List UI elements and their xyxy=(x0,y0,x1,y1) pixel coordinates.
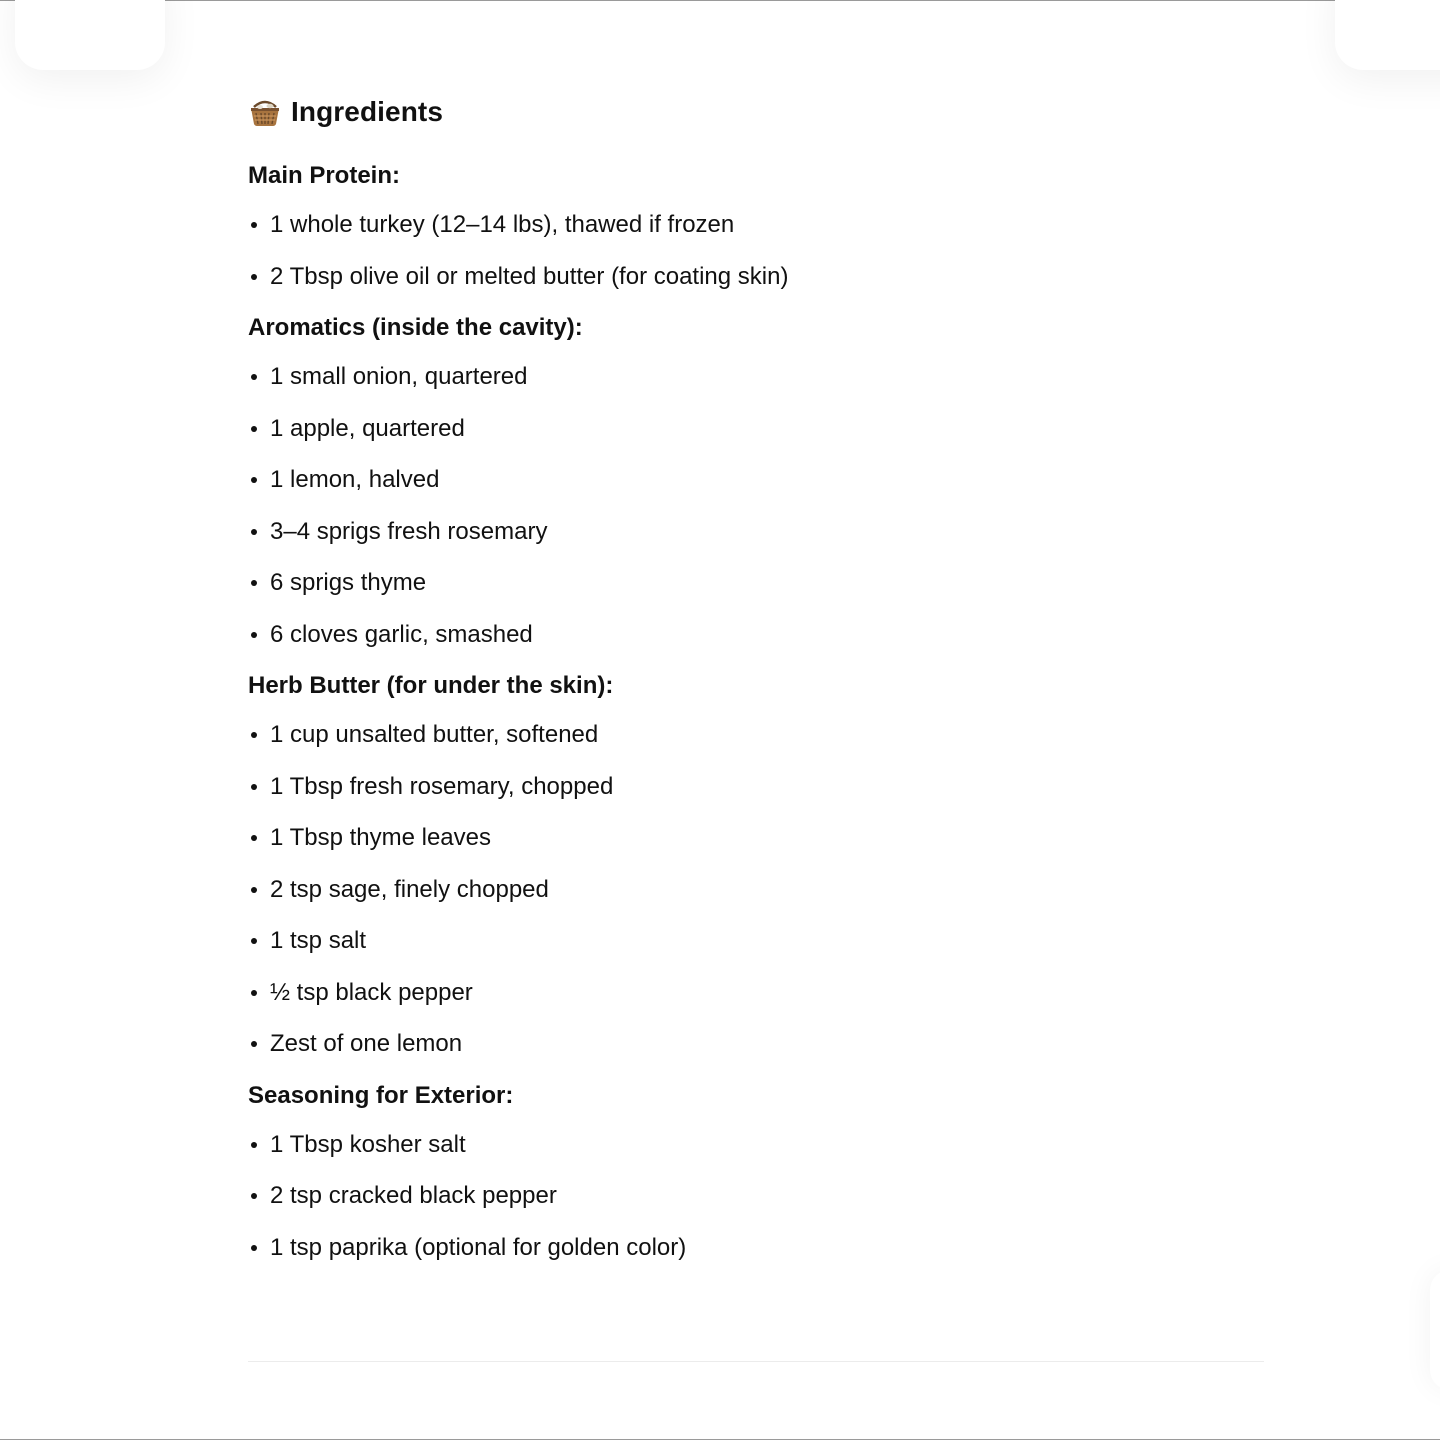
section-heading: Herb Butter (for under the skin): xyxy=(248,672,614,699)
list-item-text: 1 lemon, halved xyxy=(270,466,440,493)
ingredient-list xyxy=(248,210,1264,292)
list-item xyxy=(248,1029,1264,1059)
section-heading: Aromatics (inside the cavity): xyxy=(248,314,583,341)
list-item-text: 1 small onion, quartered xyxy=(270,363,528,390)
bullet-icon xyxy=(251,835,257,841)
list-item xyxy=(248,823,1264,853)
list-item-text: 1 cup unsalted butter, softened xyxy=(270,721,599,748)
bullet-icon xyxy=(251,426,257,432)
section-seasoning xyxy=(248,1081,1264,1263)
bullet-icon xyxy=(251,374,257,380)
list-item xyxy=(248,517,1264,547)
bullet-icon xyxy=(251,732,257,738)
section-herb-butter xyxy=(248,671,1264,1059)
bullet-icon xyxy=(251,222,257,228)
top-border xyxy=(0,0,1440,1)
list-item-text: 2 tsp cracked black pepper xyxy=(270,1182,557,1209)
bullet-icon xyxy=(251,1142,257,1148)
bullet-icon xyxy=(251,632,257,638)
bullet-icon xyxy=(251,784,257,790)
bullet-icon xyxy=(251,1041,257,1047)
bullet-icon xyxy=(251,1193,257,1199)
section-aromatics xyxy=(248,313,1264,650)
bullet-icon xyxy=(251,887,257,893)
list-item-text: 2 Tbsp olive oil or melted butter (for coating skin) xyxy=(270,262,789,290)
list-item xyxy=(248,465,1264,495)
list-item xyxy=(248,620,1264,650)
list-item-text: 6 cloves garlic, smashed xyxy=(270,620,533,648)
list-item-text: 1 Tbsp fresh rosemary, chopped xyxy=(270,772,614,800)
list-item xyxy=(248,362,1264,392)
list-item xyxy=(248,875,1264,905)
bullet-icon xyxy=(251,580,257,586)
background-card-edge xyxy=(1430,1270,1440,1390)
list-item-text: 2 tsp sage, finely chopped xyxy=(270,875,549,903)
ingredient-list xyxy=(248,720,1264,1059)
list-item-text: 1 apple, quartered xyxy=(270,414,465,442)
bullet-icon xyxy=(251,990,257,996)
section-divider xyxy=(248,1361,1264,1362)
page-title xyxy=(248,88,1264,136)
section-heading: Main Protein: xyxy=(248,162,401,189)
ingredient-list xyxy=(248,362,1264,650)
bullet-icon xyxy=(251,1245,257,1251)
title-text: Ingredients xyxy=(291,96,444,127)
list-item xyxy=(248,978,1264,1008)
list-item xyxy=(248,568,1264,598)
section-main-protein xyxy=(248,161,1264,292)
ingredients-document xyxy=(248,88,1264,1284)
list-item-text: 3–4 sprigs fresh rosemary xyxy=(270,517,548,545)
list-item xyxy=(248,772,1264,802)
list-item xyxy=(248,414,1264,444)
list-item-text: Zest of one lemon xyxy=(270,1030,463,1057)
list-item xyxy=(248,1130,1264,1160)
list-item-text: 1 whole turkey (12–14 lbs), thawed if frozen xyxy=(270,211,735,238)
list-item xyxy=(248,1181,1264,1211)
list-item-text: 1 Tbsp thyme leaves xyxy=(270,824,492,851)
bullet-icon xyxy=(251,477,257,483)
basket-icon xyxy=(248,95,282,129)
list-item xyxy=(248,262,1264,292)
list-item xyxy=(248,1233,1264,1263)
bullet-icon xyxy=(251,274,257,280)
list-item-text: 1 tsp salt xyxy=(270,927,367,954)
list-item-text: 1 tsp paprika (optional for golden color) xyxy=(270,1233,687,1261)
list-item-text: 1 Tbsp kosher salt xyxy=(270,1130,466,1158)
section-heading: Seasoning for Exterior: xyxy=(248,1081,514,1109)
bullet-icon xyxy=(251,938,257,944)
background-card-right xyxy=(1335,0,1440,70)
background-card-left xyxy=(15,0,165,70)
list-item-text: 6 sprigs thyme xyxy=(270,569,427,596)
list-item xyxy=(248,926,1264,956)
list-item xyxy=(248,210,1264,240)
bullet-icon xyxy=(251,529,257,535)
ingredient-list xyxy=(248,1130,1264,1263)
list-item xyxy=(248,720,1264,750)
list-item-text: ½ tsp black pepper xyxy=(270,978,473,1006)
